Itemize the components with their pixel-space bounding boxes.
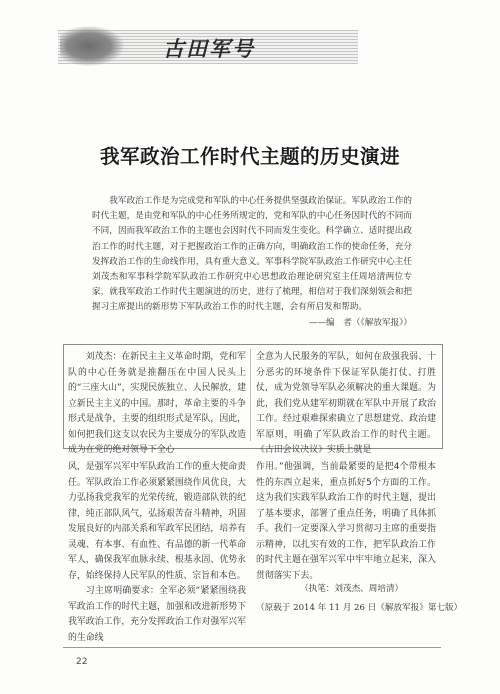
- abstract-byline: ——编 者（《解放军报》）: [308, 317, 412, 328]
- body-column-3: [68, 460, 246, 646]
- body-paragraph: 作用。”他强调，当前最紧要的是把4个带根本性的东西立起来，重点抓好5个方面的工作。这为我们实践军队政治工作的时代主题，提出了基本要求，部署了重点任务，明确了具体抓手。我们一定要深入学习贯彻习主席的重要指示精神，以扎实有效的工作，把军队政治工作的时代主题在强军兴军中牢牢地立起来，深入贯彻落实下去。: [256, 462, 436, 581]
- body-paragraph: 风，是强军兴军中军队政治工作的重大使命责任。军队政治工作必须紧紧围绕作风优良，大力弘扬我党我军的光荣传统，锻造部队铁的纪律，纯正部队风气，弘扬艰苦奋斗精神，巩固发展良好的内部关系和军政军民团结，培养有灵魂、有本事、有血性、有品德的新一代革命军人，确保我军血脉永续、根基永固、优势永存，始终保持人民军队的性质、宗旨和本色。: [68, 462, 246, 581]
- banner-ink-decoration: [60, 26, 124, 66]
- abstract-text: 我军政治工作是为完成党和军队的中心任务提供坚强政治保证。军队政治工作的时代主题，是由党和军队的中心任务所规定的，党和军队的中心任务因时代的不同而不同，因而我军政治工作的主题也会因时代不同而发生变化。科学确立、适时提出政治工作的时代主题，对于把握政治工作的正确方向，明确政治工作的使命任务，充分发挥政治工作的生命线作用，具有重大意义。军事科学院军队政治工作研究中心主任刘茂杰和军事科学院军队政治工作研究中心思想政治理论研究室主任周培清两位专家，就我军政治工作时代主题演进的历史，进行了梳理，相信对于我们深刻领会和把握习主席提出的新形势下军队政治工作的时代主题，会有所启发和帮助。: [92, 196, 412, 313]
- section-banner: [58, 24, 358, 68]
- body-column-1: [68, 350, 246, 459]
- article-title: 我军政治工作时代主题的历史演进: [99, 145, 400, 168]
- section-title: 古田军号: [163, 36, 255, 61]
- article-abstract: [92, 194, 412, 331]
- box-column-divider: [250, 349, 251, 441]
- body-paragraph: 习主席明确要求：全军必须“紧紧围绕我军政治工作的时代主题，加强和改进新形势下我军政治工作，充分发挥政治工作对强军兴军的生命线: [68, 586, 246, 643]
- body-paragraph: 全意为人民服务的军队，如何在敌强我弱、十分恶劣的环境条件下保证军队能打仗、打胜仗，成为党领导军队必须解决的重大课题。为此，我们党从建军初期就在军队中开展了政治工作。经过艰难探索确立了思想建党、政治建军原则，明确了军队政治工作的时代主题。《古田会议决议》实质上就是: [256, 352, 436, 455]
- body-paragraph: 刘茂杰：在新民主主义革命时期，党和军队的中心任务就是推翻压在中国人民头上的“三座大山”，实现民族独立、人民解放，建立新民主主义的中国。那时，革命主要的斗争形式是战争，主要的组织形式是军队，因此，如何把我们这支以农民为主要成分的军队改造成为在党的绝对领导下全心: [68, 352, 246, 455]
- body-column-2: [256, 350, 436, 459]
- editor-note: （执笔：刘茂杰、周培清）: [300, 584, 404, 594]
- source-note: （原载于 2014 年 11 月 26 日《解放军报》第七版）: [256, 603, 463, 613]
- footer-rule: [63, 647, 441, 648]
- page-number: 22: [76, 657, 88, 667]
- body-column-4: [256, 460, 436, 584]
